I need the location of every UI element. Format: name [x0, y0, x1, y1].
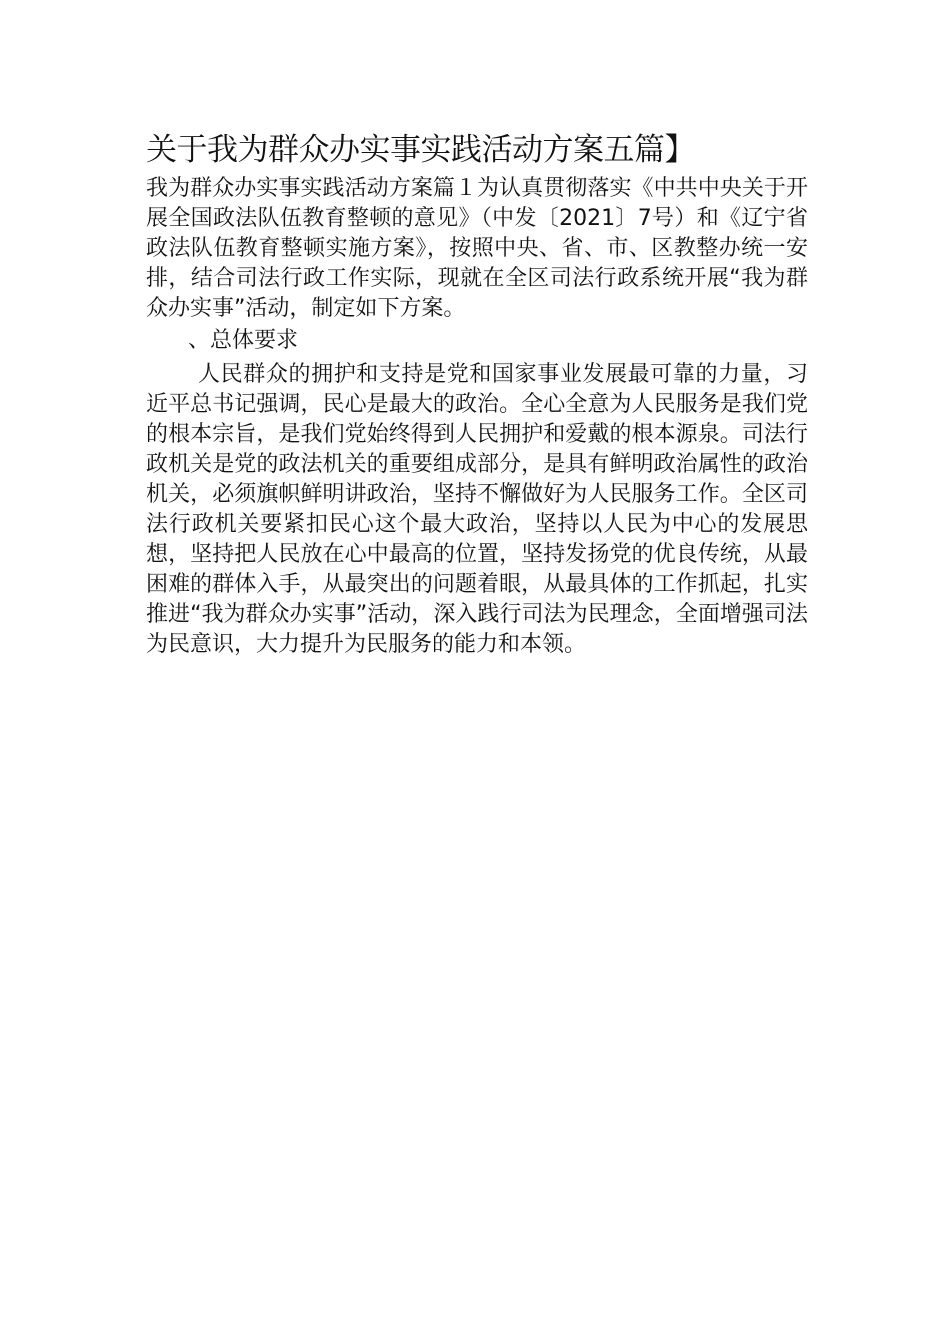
- document-title: 关于我为群众办实事实践活动方案五篇】: [146, 132, 695, 168]
- intro-paragraph: 我为群众办实事实践活动方案篇１为认真贯彻落实《中共中央关于开展全国政法队伍教育整顿的意见》（中发〔2021〕7号）和《辽宁省政法队伍教育整顿实施方案》，按照中央、省、市、区教整办统一安排，结合司法行政工作实际，现就在全区司法行政系统开展“我为群众办实事”活动，制定如下方案。: [146, 176, 808, 321]
- body-paragraph: 人民群众的拥护和支持是党和国家事业发展最可靠的力量，习近平总书记强调，民心是最大的政治。全心全意为人民服务是我们党的根本宗旨，是我们党始终得到人民拥护和爱戴的根本源泉。司法行政机关是党的政法机关的重要组成部分，是具有鲜明政治属性的政治机关，必须旗帜鲜明讲政治，坚持不懈做好为人民服务工作。全区司法行政机关要紧扣民心这个最大政治，坚持以人民为中心的发展思想，坚持把人民放在心中最高的位置，坚持发扬党的优良传统，从最困难的群体入手，从最突出的问题着眼，从最具体的工作抓起，扎实推进“我为群众办实事”活动，深入践行司法为民理念，全面增强司法为民意识，大力提升为民服务的能力和本领。: [146, 362, 808, 657]
- document-content: [146, 128, 808, 660]
- section-heading: 、总体要求: [188, 328, 299, 353]
